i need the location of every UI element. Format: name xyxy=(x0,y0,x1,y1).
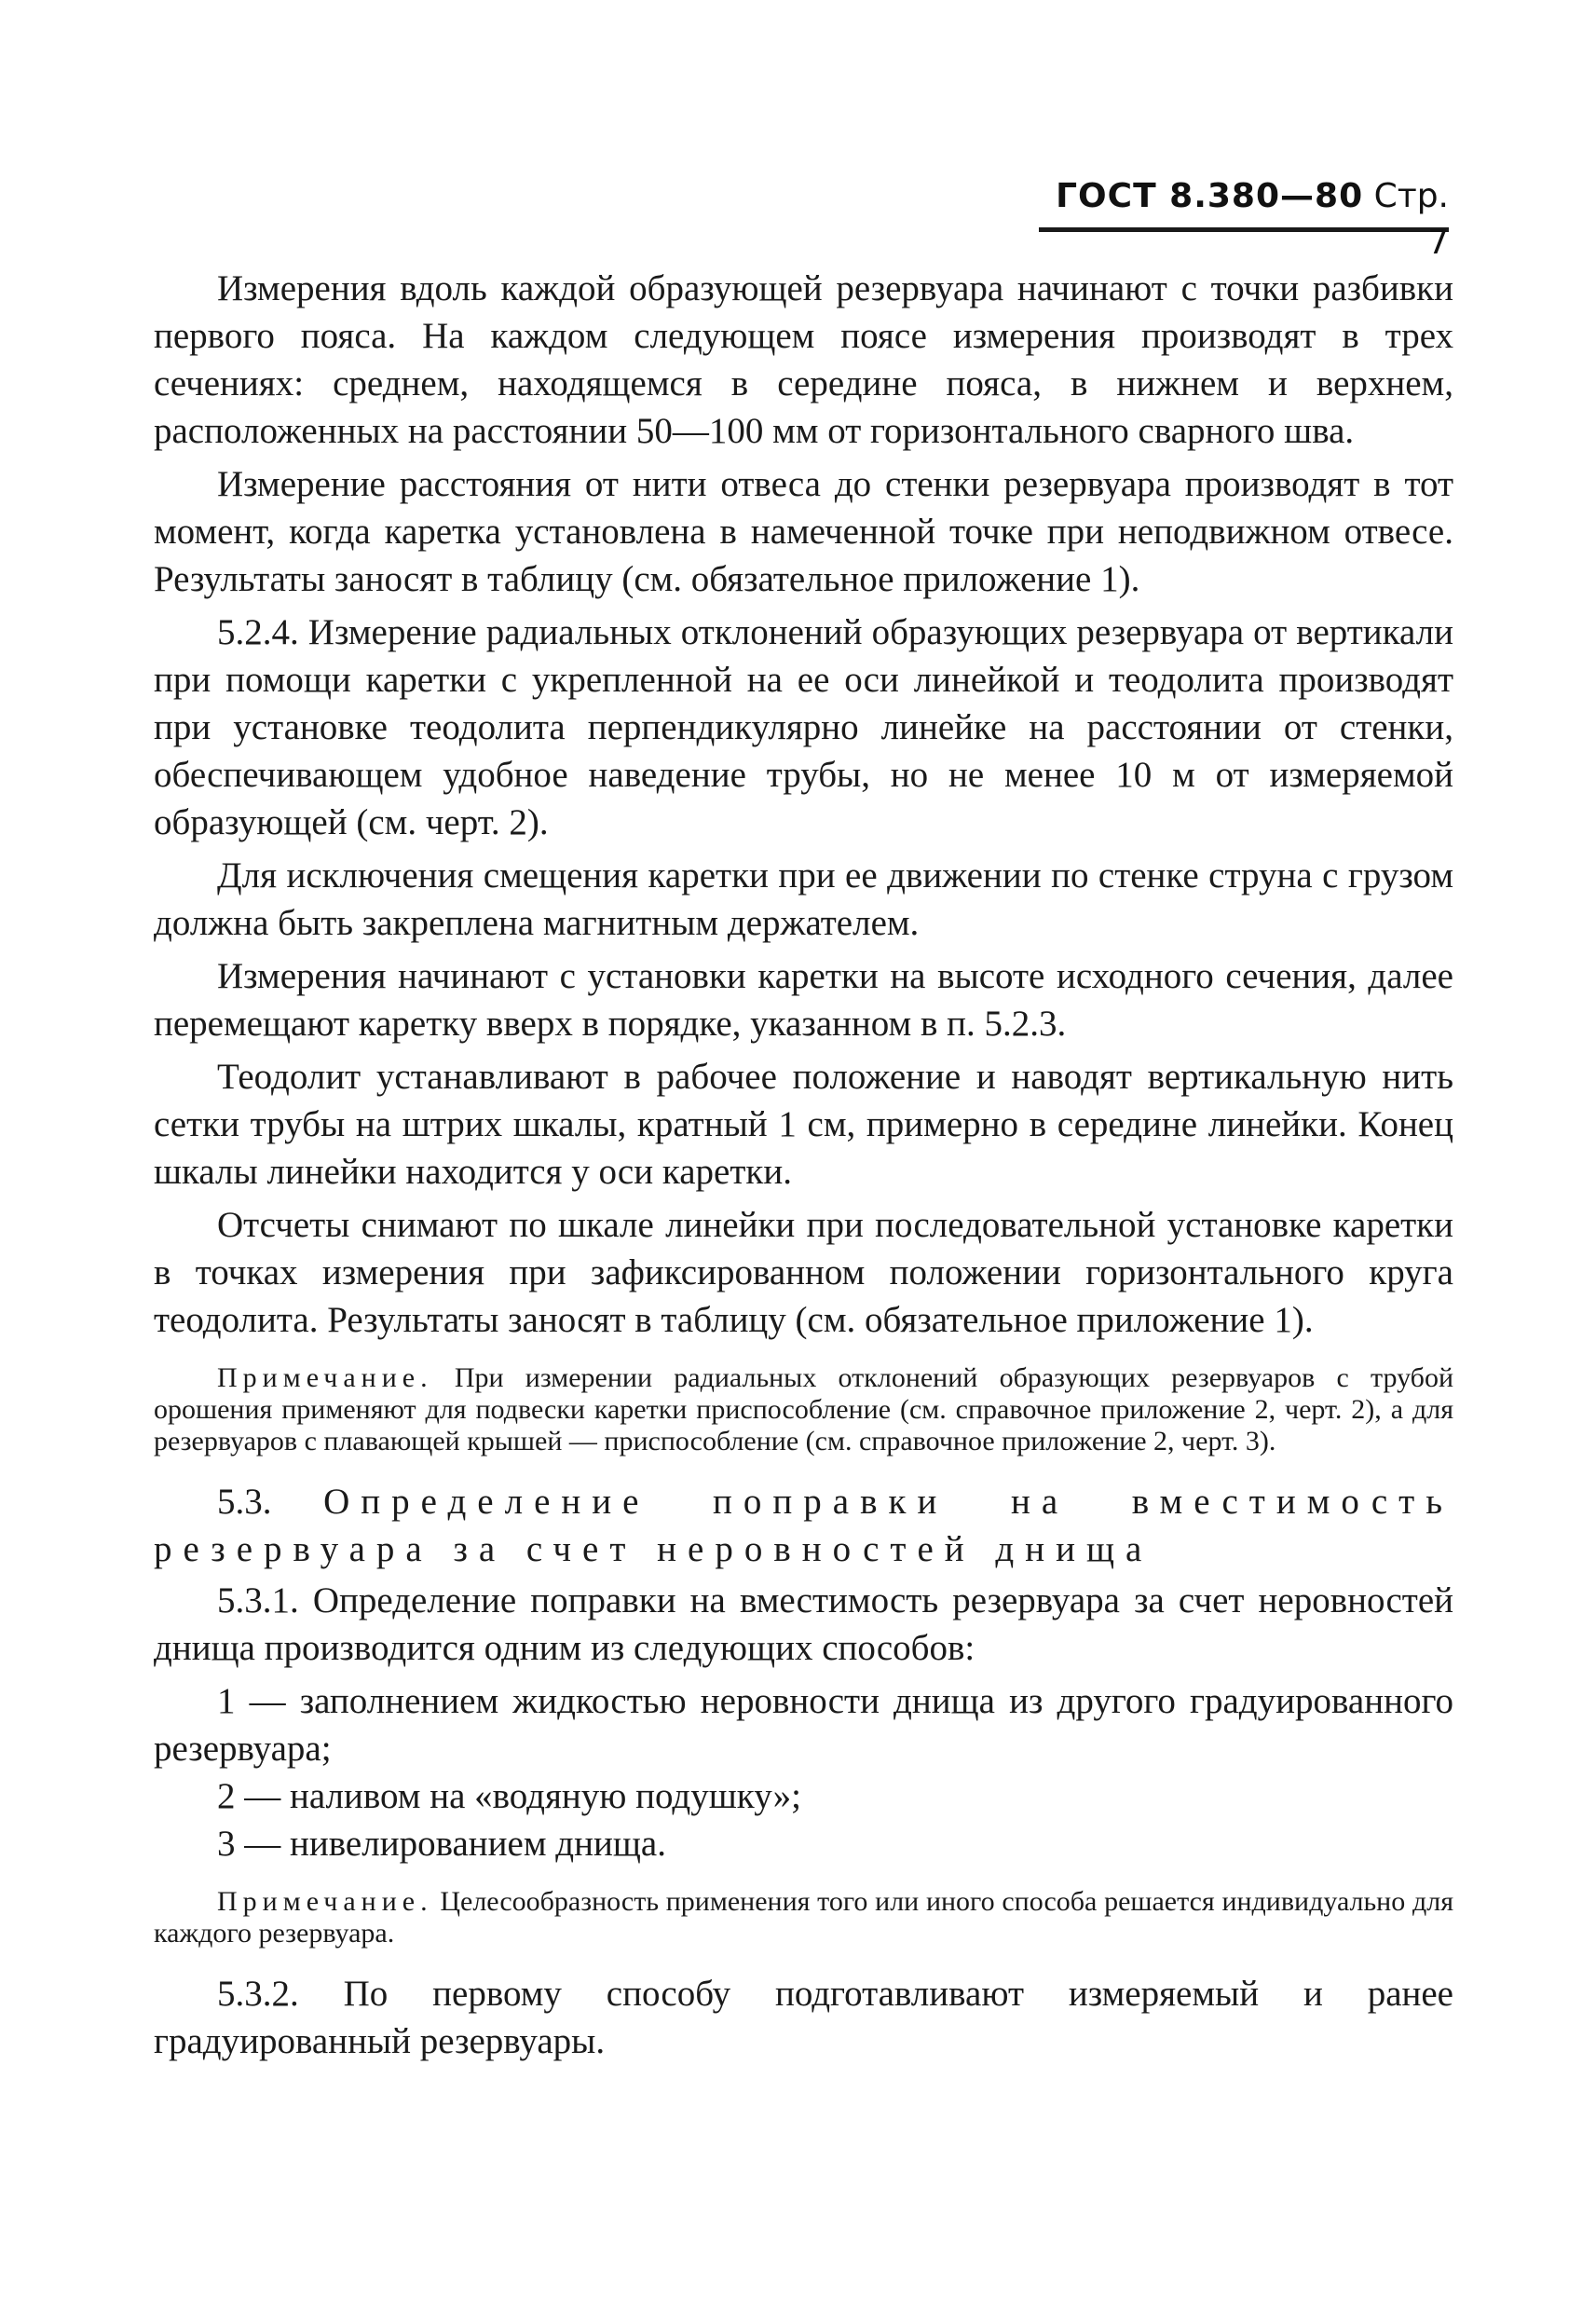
paragraph: Отсчеты снимают по шкале линейки при последовательной установке каретки в точках измерения при зафиксированном положении горизонтального круга теодолита. Результаты заносят в таблицу (см. обязательное приложение 1). xyxy=(154,1205,1453,1340)
paragraph: Измерения вдоль каждой образующей резервуара начинают с точки разбивки первого пояса. На каждом следующем поясе измерения производят в трех сечениях: среднем, находящемся в середине пояса, в нижнем и верхнем, расположенных на расстоянии 50—100 мм от горизонтального сварного шва. xyxy=(154,268,1453,451)
paragraph-5-2-4: 5.2.4. Измерение радиальных отклонений образующих резервуара от вертикали при помощи каретки с укрепленной на ее оси линейкой и теодолита производят при установке теодолита перпендикулярно линейке на расстоянии от стенки, обеспечивающем удобное наведение трубы, но не менее 10 м от измеряемой образующей (см. черт. 2). xyxy=(154,612,1453,842)
list-item: 3 — нивелированием днища. xyxy=(217,1824,666,1864)
list-item: 2 — наливом на «водяную подушку»; xyxy=(217,1776,802,1816)
paragraph-5-3-1: 5.3.1. Определение поправки на вместимость резервуара за счет неровностей днища производится одним из следующих способов: xyxy=(154,1580,1453,1668)
note-block xyxy=(154,1362,1453,1457)
section-title: Определение поправки на вместимость резервуара за счет неровностей днища xyxy=(154,1482,1453,1569)
standard-code: ГОСТ 8.380—80 xyxy=(1056,177,1364,215)
paragraph: Для исключения смещения каретки при ее движении по стенке струна с грузом должна быть закреплена магнитным держателем. xyxy=(154,855,1453,943)
note-text: При измерении радиальных отклонений образующих резервуаров с трубой орошения применяют для подвески каретки приспособление (см. справочное приложение 2, черт. 2), а для резервуаров с плавающей крышей — приспособление (см. справочное приложение 2, черт. 3). xyxy=(154,1362,1453,1456)
paragraph: Измерения начинают с установки каретки на высоте исходного сечения, далее перемещают каретку вверх в порядке, указанном в п. 5.2.3. xyxy=(154,956,1453,1044)
note-block xyxy=(154,1886,1453,1949)
list-item: 1 — заполнением жидкостью неровности днища из другого градуированного резервуара; xyxy=(154,1681,1453,1769)
paragraph-5-3-2: 5.3.2. По первому способу подготавливают измеряемый и ранее градуированный резервуары. xyxy=(154,1974,1453,2061)
paragraph: Теодолит устанавливают в рабочее положение и наводят вертикальную нить сетки трубы на штрих шкалы, кратный 1 см, примерно в середине линейки. Конец шкалы линейки находится у оси каретки. xyxy=(154,1057,1453,1192)
section-number: 5.3. xyxy=(217,1482,272,1522)
note-label: Примечание. xyxy=(217,1362,433,1393)
note-text: Целесообразность применения того или иного способа решается индивидуально для каждого резервуара. xyxy=(154,1886,1453,1949)
note-label: Примечание. xyxy=(217,1886,433,1917)
section-heading-5-3 xyxy=(154,1478,1453,1573)
document-body xyxy=(154,265,1453,2071)
paragraph: Измерение расстояния от нити отвеса до стенки резервуара производят в тот момент, когда каретка установлена в намеченной точке при неподвижном отвесе. Результаты заносят в таблицу (см. обязательное приложение 1). xyxy=(154,464,1453,599)
page-number: Стр. 7 xyxy=(1373,177,1449,262)
page-header xyxy=(1039,173,1449,262)
